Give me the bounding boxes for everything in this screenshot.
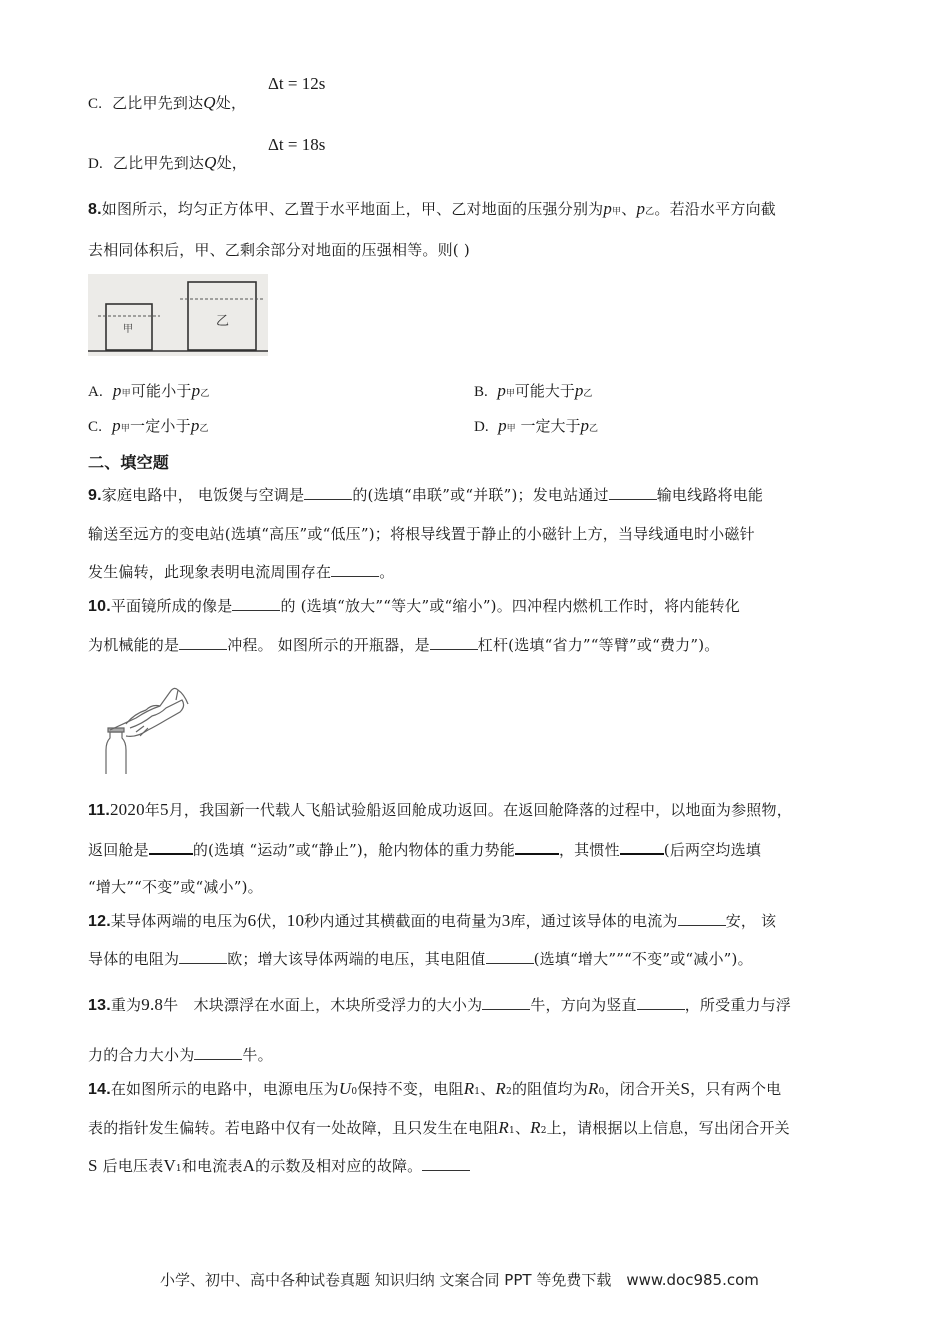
q10-text: 的 (选填“放大”“等大”或“缩小”)。四冲程内燃机工作时，将内能转化 bbox=[280, 597, 740, 615]
q12-text: 伏， bbox=[256, 912, 287, 930]
sub-yi: 乙 bbox=[645, 207, 655, 217]
q10-text: 平面镜所成的像是 bbox=[110, 597, 233, 615]
option-tail: 处， bbox=[216, 154, 248, 172]
sub-jia: 甲 bbox=[612, 207, 622, 217]
sub: 0 bbox=[351, 1087, 358, 1097]
q13-text: 牛，方向为竖直 bbox=[530, 996, 637, 1014]
q14-text: 的阻值均为 bbox=[511, 1080, 588, 1098]
q9-text: 家庭电路中， 电饭煲与空调是 bbox=[101, 486, 305, 504]
answer-blank[interactable] bbox=[486, 948, 534, 964]
sub-jia: 甲 bbox=[506, 424, 516, 434]
q9-text: 。 bbox=[379, 563, 395, 581]
sub-yi: 乙 bbox=[583, 389, 593, 399]
sub: 2 bbox=[506, 1087, 512, 1097]
q8-line1: 8.如图所示，均匀正方体甲、乙置于水平地面上，甲、乙对地面的压强分别为p甲、p乙。若沿水平方向截 bbox=[88, 199, 776, 218]
voltage-value: 6 bbox=[247, 911, 257, 930]
answer-blank[interactable] bbox=[430, 634, 478, 650]
q13-text: 重为 bbox=[110, 996, 142, 1014]
var-v: V bbox=[163, 1156, 176, 1175]
q8-text: 如图所示，均匀正方体甲、乙置于水平地面上，甲、乙对地面的压强分别为 bbox=[101, 200, 604, 218]
sub: 0 bbox=[598, 1087, 605, 1097]
q10-text: 冲程。 如图所示的开瓶器，是 bbox=[227, 636, 430, 654]
q11-line3: “增大”“不变”或“减小”)。 bbox=[88, 878, 263, 896]
bottle-opener-icon bbox=[96, 680, 196, 775]
sub-yi: 乙 bbox=[199, 424, 209, 434]
q8-text-tail: 。若沿水平方向截 bbox=[654, 200, 776, 218]
q14-text: 上，请根据以上信息，写出闭合开关 bbox=[546, 1119, 790, 1137]
var-r: R bbox=[498, 1118, 509, 1137]
var-q: Q bbox=[204, 153, 217, 172]
answer-blank[interactable] bbox=[422, 1155, 470, 1171]
seconds-value: 10 bbox=[286, 911, 305, 930]
option-c-prev bbox=[88, 92, 246, 113]
question-number: 9. bbox=[88, 487, 102, 504]
option-text: 可能小于 bbox=[130, 382, 192, 400]
q8-figure bbox=[88, 274, 268, 356]
q13-text: 力的合力大小为 bbox=[88, 1046, 195, 1064]
question-number: 13. bbox=[88, 997, 111, 1014]
q14-text: 保持不变，电阻 bbox=[357, 1080, 464, 1098]
q14-text: ，只有两个电 bbox=[690, 1080, 782, 1098]
q13-line2 bbox=[88, 1044, 273, 1065]
answer-blank[interactable] bbox=[515, 838, 559, 855]
q10-text: 杠杆(选填“省力”“等臂”或“费力”)。 bbox=[477, 636, 720, 654]
answer-blank[interactable] bbox=[179, 948, 227, 964]
var-u: U bbox=[338, 1079, 352, 1098]
q13-text: 牛 木块漂浮在水面上，木块所受浮力的大小为 bbox=[163, 996, 483, 1014]
q11-text: 月，我国新一代载人飞船试验船返回舱成功返回。在返回舱降落的过程中，以地面为参照物， bbox=[168, 801, 792, 819]
label-jia: 甲 bbox=[123, 324, 133, 335]
q13-text: 牛。 bbox=[242, 1046, 273, 1064]
var-r: R bbox=[587, 1079, 599, 1098]
answer-blank[interactable] bbox=[149, 838, 193, 855]
q14-line3 bbox=[88, 1155, 470, 1176]
question-number: 10. bbox=[88, 598, 111, 615]
option-d-prev bbox=[88, 152, 247, 173]
q11-text: (后两空均选填 bbox=[663, 841, 762, 859]
q14-text: 的示数及相对应的故障。 bbox=[255, 1157, 423, 1175]
sub: 1 bbox=[175, 1164, 182, 1174]
q12-text: 欧；增大该导体两端的电压，其电阻值 bbox=[227, 950, 486, 968]
q10-text: 为机械能的是 bbox=[88, 636, 180, 654]
var-p: p bbox=[497, 381, 506, 400]
q14-text: 和电流表 bbox=[181, 1157, 243, 1175]
option-letter: B. bbox=[474, 384, 488, 400]
option-letter: C. bbox=[88, 419, 103, 435]
answer-blank[interactable] bbox=[331, 561, 379, 577]
page-footer: 小学、初中、高中各种试卷真题 知识归纳 文案合同 PPT 等免费下载 www.doc985.com bbox=[160, 1271, 759, 1289]
q11-line2 bbox=[88, 838, 761, 860]
var-p: p bbox=[574, 381, 584, 400]
q9-line1 bbox=[88, 484, 763, 505]
q9-text: 发生偏转，此现象表明电流周围存在 bbox=[88, 563, 332, 581]
question-number: 11. bbox=[88, 802, 110, 819]
cubes-diagram bbox=[88, 274, 268, 356]
option-text: 乙比甲先到达 bbox=[112, 154, 205, 172]
q8-line2: 去相同体积后，甲、乙剩余部分对地面的压强相等。则( ) bbox=[88, 241, 470, 259]
q12-text: 某导体两端的电压为 bbox=[110, 912, 248, 930]
answer-blank[interactable] bbox=[609, 484, 657, 500]
formula-option-d: Δt = 18s bbox=[268, 135, 326, 154]
var-p: p bbox=[636, 199, 646, 218]
month: 5 bbox=[159, 800, 169, 819]
q12-line2 bbox=[88, 948, 753, 969]
q12-text: 导体的电阻为 bbox=[88, 950, 180, 968]
var-r: R bbox=[463, 1079, 475, 1098]
answer-blank[interactable] bbox=[179, 634, 227, 650]
q11-text: 的(选填 “运动”或“静止”)，舱内物体的重力势能 bbox=[192, 841, 515, 859]
answer-blank[interactable] bbox=[232, 595, 280, 611]
weight-value: 9.8 bbox=[141, 995, 164, 1014]
sub-jia: 甲 bbox=[120, 424, 130, 434]
q8-option-a bbox=[88, 380, 210, 401]
question-number: 8. bbox=[88, 201, 102, 218]
option-text: 一定小于 bbox=[130, 417, 191, 435]
var-q: Q bbox=[203, 93, 216, 112]
question-number: 14. bbox=[88, 1081, 111, 1098]
q12-text: 秒内通过其横截面的电荷量为 bbox=[304, 912, 502, 930]
q12-text: 安， 该 bbox=[725, 912, 777, 930]
sub: 1 bbox=[474, 1087, 481, 1097]
q14-text: 在如图所示的电路中，电源电压为 bbox=[110, 1080, 339, 1098]
q12-line1 bbox=[88, 910, 776, 931]
var-p: p bbox=[190, 416, 200, 435]
answer-blank[interactable] bbox=[620, 838, 664, 855]
sub: 1 bbox=[509, 1126, 515, 1136]
option-letter: A. bbox=[88, 384, 103, 400]
q9-text: 的(选填“串联”或“并联”)；发电站通过 bbox=[352, 486, 609, 504]
q11-text: 返回舱是 bbox=[88, 841, 149, 859]
var-r: R bbox=[495, 1079, 507, 1098]
answer-blank[interactable] bbox=[304, 484, 352, 500]
option-text: 乙比甲先到达 bbox=[112, 94, 204, 112]
option-text: 可能大于 bbox=[514, 382, 575, 400]
q13-line1 bbox=[88, 994, 791, 1015]
section-heading: 二、填空题 bbox=[88, 453, 170, 472]
option-letter: D. bbox=[474, 419, 489, 435]
q14-text: 表的指针发生偏转。若电路中仅有一处故障，且只发生在电阻 bbox=[88, 1119, 499, 1137]
var-s: S bbox=[680, 1079, 691, 1098]
formula-option-c: Δt = 12s bbox=[268, 74, 326, 93]
q14-line1: 14.在如图所示的电路中，电源电压为U0保持不变，电阻R1、R2的阻值均为R0，闭合开关S，只有两个电 bbox=[88, 1079, 782, 1098]
option-letter: D. bbox=[88, 156, 103, 172]
answer-blank[interactable] bbox=[194, 1044, 242, 1060]
var-p: p bbox=[603, 199, 613, 218]
var-a: A bbox=[242, 1156, 256, 1175]
option-letter: C. bbox=[88, 96, 103, 112]
q9-line3 bbox=[88, 561, 394, 582]
bottle-opener-figure bbox=[96, 680, 196, 775]
q9-text: 输电线路将电能 bbox=[656, 486, 764, 504]
var-r: R bbox=[530, 1118, 541, 1137]
answer-blank[interactable] bbox=[482, 994, 530, 1010]
label-yi: 乙 bbox=[216, 314, 230, 329]
q11-text: ，其惯性 bbox=[558, 841, 620, 859]
sub-jia: 甲 bbox=[505, 389, 515, 399]
var-p: p bbox=[580, 416, 589, 435]
q12-text: (选填“增大””“不变”或“减小”)。 bbox=[533, 950, 753, 968]
var-p: p bbox=[112, 416, 121, 435]
q9-line2: 输送至远方的变电站(选填“高压”或“低压”)；将根导线置于静止的小磁针上方，当导线通电时小磁针 bbox=[88, 525, 755, 543]
q14-text: 后电压表 bbox=[102, 1157, 164, 1175]
q13-text: ，所受重力与浮 bbox=[684, 996, 792, 1014]
answer-blank[interactable] bbox=[678, 910, 726, 926]
var-s: S bbox=[88, 1156, 98, 1175]
option-text: 一定大于 bbox=[520, 417, 581, 435]
var-p: p bbox=[498, 416, 507, 435]
option-tail: 处， bbox=[215, 94, 247, 112]
q8-option-c bbox=[88, 415, 209, 436]
var-p: p bbox=[191, 381, 201, 400]
q11-line1 bbox=[88, 799, 792, 820]
q10-line1 bbox=[88, 595, 740, 616]
year: 2020 bbox=[109, 800, 145, 819]
charge-value: 3 bbox=[501, 911, 511, 930]
sub-yi: 乙 bbox=[588, 424, 598, 434]
q12-text: 库，通过该导体的电流为 bbox=[510, 912, 678, 930]
answer-blank[interactable] bbox=[637, 994, 685, 1010]
q14-line2: 表的指针发生偏转。若电路中仅有一处故障，且只发生在电阻R1、R2上，请根据以上信息，写出闭合开关 bbox=[88, 1118, 790, 1137]
question-number: 12. bbox=[88, 913, 111, 930]
q11-text: 年 bbox=[144, 801, 160, 819]
sub-jia: 甲 bbox=[121, 389, 131, 399]
var-p: p bbox=[112, 381, 122, 400]
sub: 2 bbox=[540, 1126, 547, 1136]
q10-line2 bbox=[88, 634, 720, 655]
q8-option-b bbox=[474, 380, 592, 401]
q8-option-d bbox=[474, 415, 598, 436]
q14-text: ，闭合开关 bbox=[604, 1080, 681, 1098]
sub-yi: 乙 bbox=[200, 389, 210, 399]
